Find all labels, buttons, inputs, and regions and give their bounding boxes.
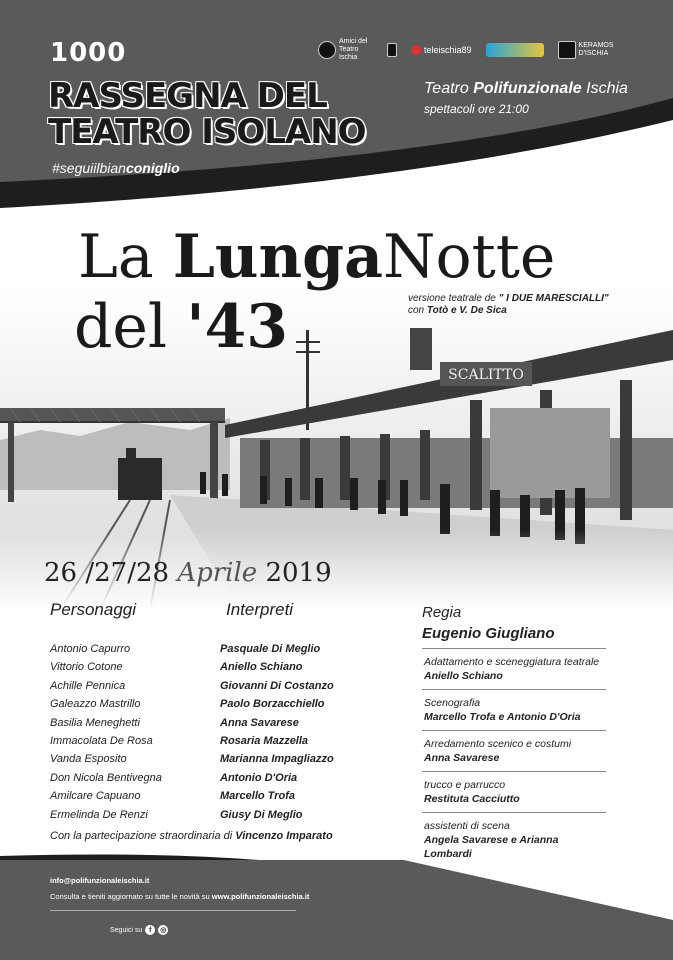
credit-item [422,690,606,731]
crest-icon [387,43,397,57]
sponsor-teleischia [411,45,472,55]
credit-name: Marcello Trofa e Antonio D'Oria [424,711,581,723]
credit-item [422,772,606,813]
footer-divider [50,910,296,911]
festival-title-line2: TEATRO ISOLANO [48,112,366,152]
characters-heading: Personaggi [50,600,137,619]
credit-name: Restituta Cacciutto [424,793,520,805]
showtime: spettacoli ore 21:00 [424,102,529,116]
credit-role: Arredamento scenico e costumi [424,738,572,750]
actor-item: Paolo Borzacchiello [220,698,325,711]
footer-info-prefix: Consulta e tieniti aggiornato su tutte le novità su [50,892,212,901]
regia-name: Eugenio Giugliano [422,621,606,649]
character-item: Immacolata De Rosa [50,734,153,747]
sponsor-keramos-label: KERAMOS D'ISCHIA [578,42,614,57]
show-title-line2 [74,292,288,362]
dates-days: 26 /27/28 [44,558,178,588]
show-title-line1 [78,222,555,292]
credit-role: assistenti di scena [424,820,510,832]
footer-info [50,892,309,901]
follow-label: Seguici su [110,926,143,934]
venue [424,80,628,98]
amici-logo-icon [318,41,336,59]
character-item: Galeazzo Mastrillo [50,698,141,711]
credit-item [422,731,606,772]
venue-prefix: Teatro [424,80,474,97]
subtitle-line1-bold: " I DUE MARESCIALLI" [498,293,609,304]
actor-item: Pasquale Di Meglio [220,643,321,655]
character-item: Vittorio Cotone [50,661,123,674]
show-subtitle [408,293,609,317]
footer-website-link[interactable]: www.polifunzionaleischia.it [211,892,310,901]
hashtag-prefix: #seguiilbian [52,160,126,176]
actor-item: Rosaria Mazzella [220,734,309,747]
title-word-notte: Notte [382,222,556,292]
credit-role: Adattamento e sceneggiatura teatrale [424,656,600,668]
title-word-43: '43 [186,292,289,362]
festival-logo: 1000 [50,38,127,68]
footer-email[interactable]: info@polifunzionaleischia.it [50,876,150,885]
actor-item: Antonio D'Oria [220,771,298,784]
title-word-lunga: Lunga [172,222,383,292]
character-item: Vanda Esposito [50,753,127,766]
actors-list [220,640,334,824]
teleischia-logo-icon [411,45,421,55]
character-item: Achille Pennica [50,679,126,692]
actor-item: Marianna Impagliazzo [220,753,334,766]
characters-list [50,640,162,824]
subtitle-line2-bold: Totò e V. De Sica [426,305,507,316]
credit-role: trucco e parrucco [424,779,506,791]
actor-item: Aniello Schiano [220,661,303,674]
subtitle-line1 [408,293,609,305]
actor-item: Anna Savarese [220,716,299,729]
venue-bold: Polifunzionale [473,80,582,97]
credit-role: Scenografia [424,697,481,709]
character-item: Don Nicola Bentivegna [50,771,162,784]
character-item: Amilcare Capuano [50,790,141,803]
venue-suffix: Ischia [581,80,628,97]
sponsor-crest [387,43,397,57]
wave-logo-icon [486,43,544,57]
show-dates [44,558,332,588]
facebook-icon[interactable]: f [145,925,155,935]
sponsor-amici-label: Amici del Teatro Ischia [339,38,368,61]
actor-item: Marcello Trofa [220,790,295,803]
title-word-la: La [78,222,154,292]
sponsor-amici [318,38,373,62]
credit-name: Angela Savarese e Arianna Lombardi [424,834,559,860]
credit-name: Anna Savarese [424,752,500,764]
sponsor-wave [486,43,544,57]
hashtag [52,160,180,176]
subtitle-line2 [408,305,609,317]
dates-year: 2019 [265,558,332,588]
actors-heading: Interpreti [226,600,294,619]
credit-name: Aniello Schiano [424,670,503,682]
festival-title-line1: RASSEGNA DEL [48,76,327,116]
title-word-del: del [74,292,168,362]
subtitle-line1-prefix: versione teatrale de [408,293,499,304]
keramos-logo-icon [558,41,576,59]
regia-label: Regia [422,604,462,621]
special-prefix: Con la partecipazione straordinaria di [50,830,236,842]
footer-follow [110,925,168,935]
dates-month: Aprile [177,558,258,588]
sponsor-keramos [558,41,613,59]
subtitle-line2-prefix: con [408,305,427,316]
special-name: Vincenzo Imparato [235,830,333,842]
credit-item [422,649,606,690]
actor-item: Giovanni Di Costanzo [220,679,334,692]
instagram-icon[interactable]: ◎ [160,927,167,934]
character-item: Ermelinda De Renzi [50,808,148,821]
sponsor-logos [318,38,613,62]
hashtag-bold: coniglio [125,160,180,176]
character-item: Basilia Meneghetti [50,716,140,729]
actor-item: Giusy Di Meglio [220,808,303,821]
character-item: Antonio Capurro [50,643,131,655]
sponsor-teleischia-label: teleischia89 [424,45,472,55]
festival-title [48,78,366,150]
